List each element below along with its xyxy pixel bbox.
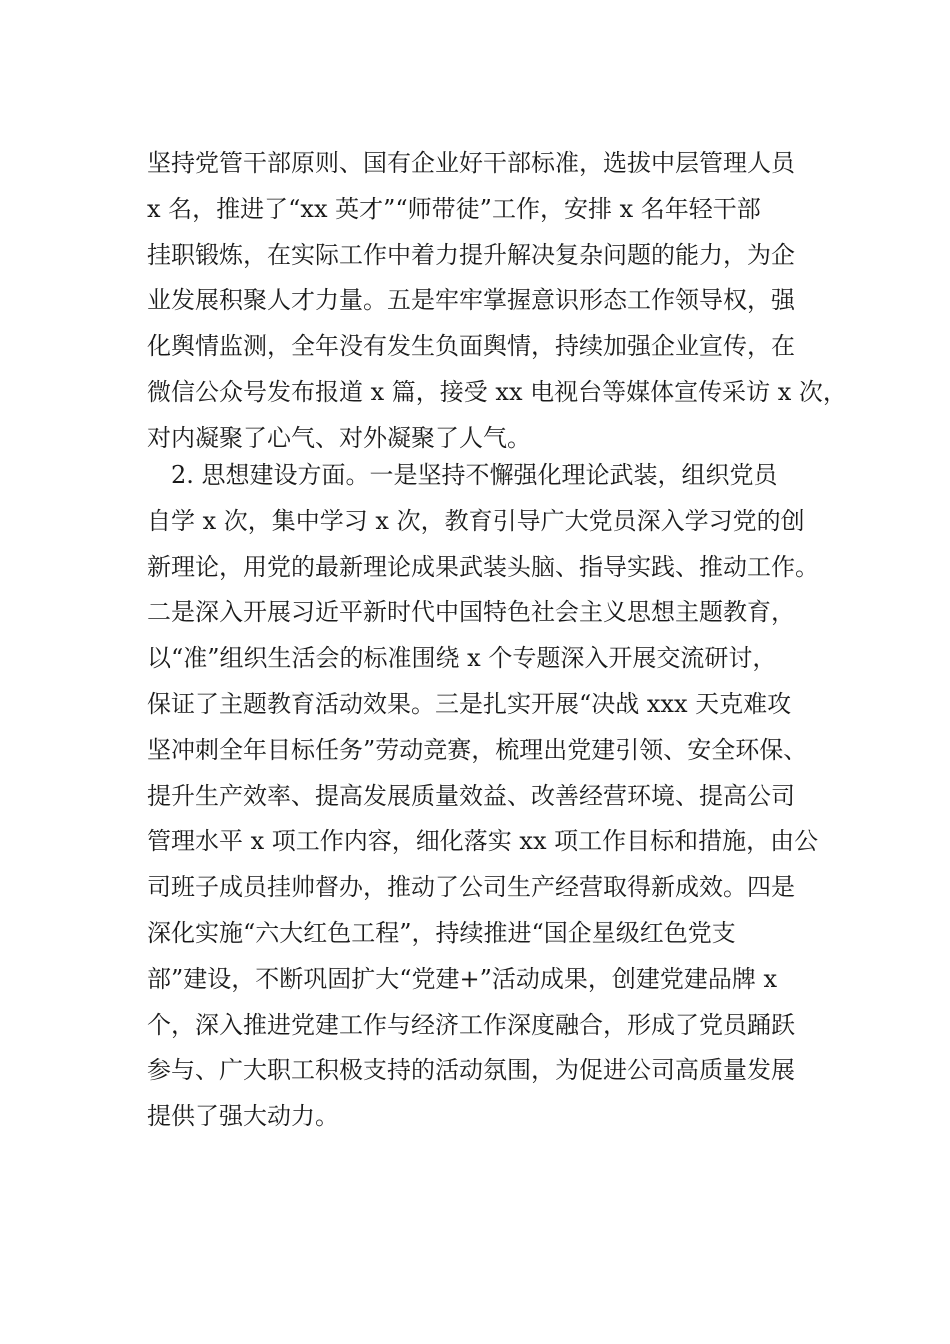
text-line: 提供了强大动力。 bbox=[147, 1102, 339, 1131]
text-line: 保证了主题教育活动效果。三是扎实开展“决战 xxx 天克难攻 bbox=[147, 689, 792, 718]
text-line: 个，深入推进党建工作与经济工作深度融合，形成了党员踊跃 bbox=[147, 1010, 795, 1039]
text-line: 自学 x 次，集中学习 x 次，教育引导广大党员深入学习党的创 bbox=[147, 506, 805, 535]
text-line: 坚持党管干部原则、国有企业好干部标准，选拔中层管理人员 bbox=[147, 149, 795, 177]
text-line-first: 2. 思想建设方面。一是坚持不懈强化理论武装，组织党员 bbox=[171, 461, 778, 489]
text-line: 部”建设，不断巩固扩大“党建+”活动成果，创建党建品牌 x bbox=[147, 964, 778, 993]
text-line: 二是深入开展习近平新时代中国特色社会主义思想主题教育， bbox=[147, 598, 795, 627]
text-line: 新理论，用党的最新理论成果武装头脑、指导实践、推动工作。 bbox=[147, 552, 819, 581]
text-line: 挂职锻炼，在实际工作中着力提升解决复杂问题的能力，为企 bbox=[147, 240, 795, 269]
paragraph-ideological-construction bbox=[147, 453, 827, 1140]
text-line: 管理水平 x 项工作内容，细化落实 xx 项工作目标和措施，由公 bbox=[147, 827, 819, 856]
text-line: 对内凝聚了心气、对外凝聚了人气。 bbox=[147, 423, 531, 452]
text-line: 参与、广大职工积极支持的活动氛围，为促进公司高质量发展 bbox=[147, 1056, 795, 1085]
text-line: 业发展积聚人才力量。五是牢牢掌握意识形态工作领导权，强 bbox=[147, 286, 795, 315]
text-line: x 名，推进了“xx 英才”“师带徒”工作，安排 x 名年轻干部 bbox=[147, 194, 761, 223]
text-line: 深化实施“六大红色工程”，持续推进“国企星级红色党支 bbox=[147, 918, 736, 947]
text-line: 坚冲刺全年目标任务”劳动竞赛，梳理出党建引领、安全环保、 bbox=[147, 735, 808, 764]
text-line: 提升生产效率、提高发展质量效益、改善经营环境、提高公司 bbox=[147, 781, 795, 810]
text-line: 司班子成员挂帅督办，推动了公司生产经营取得新成效。四是 bbox=[147, 873, 795, 902]
text-line: 微信公众号发布报道 x 篇，接受 xx 电视台等媒体宣传采访 x 次， bbox=[147, 377, 847, 406]
text-line: 化舆情监测，全年没有发生负面舆情，持续加强企业宣传，在 bbox=[147, 332, 795, 361]
text-line: 以“准”组织生活会的标准围绕 x 个专题深入开展交流研讨， bbox=[147, 644, 777, 673]
paragraph-cadre-and-ideology bbox=[147, 141, 847, 462]
